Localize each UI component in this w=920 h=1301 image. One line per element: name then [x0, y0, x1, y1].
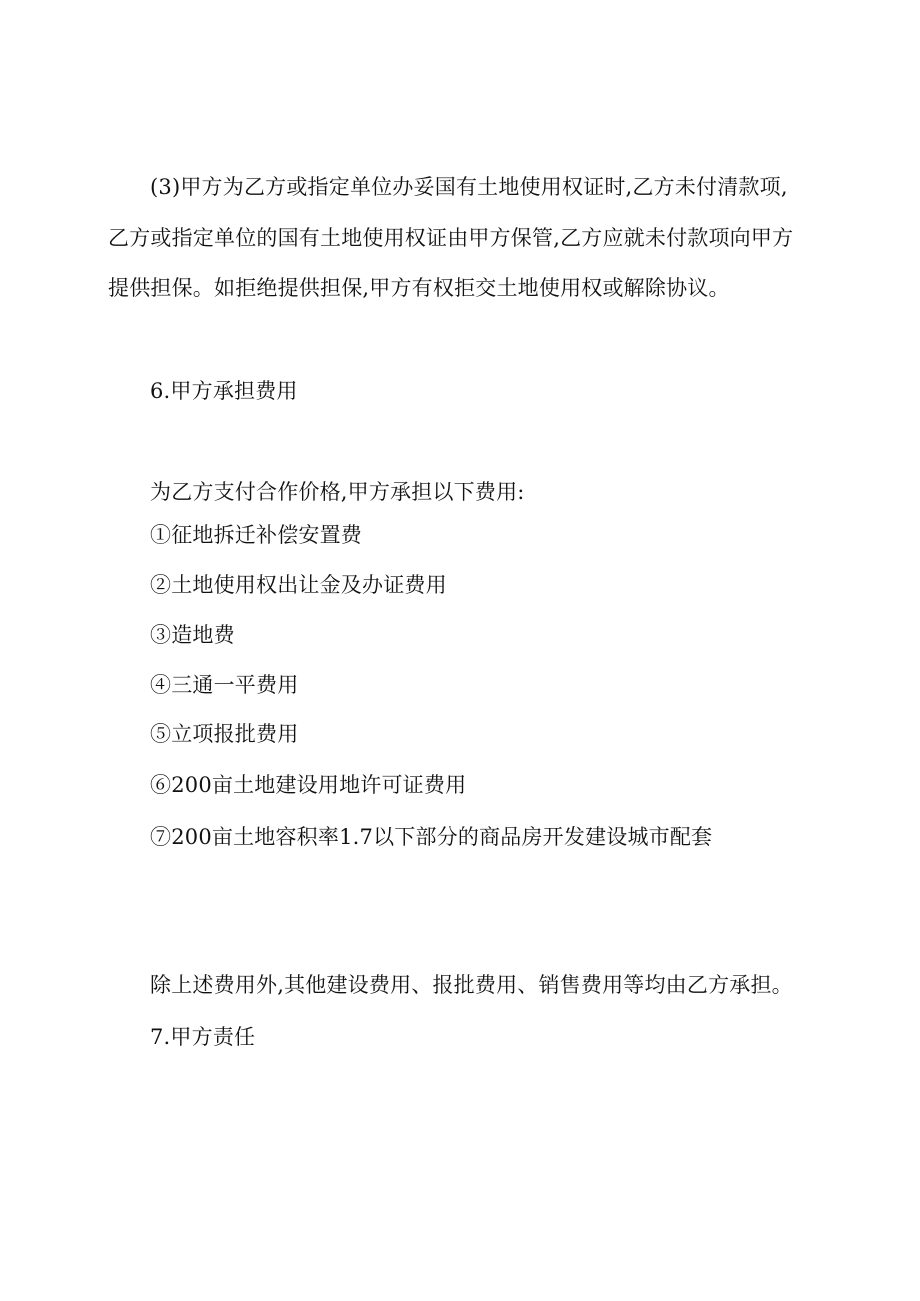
paragraph-3-line-2: 乙方或指定单位的国有土地使用权证由甲方保管,乙方应就未付款项向甲方: [108, 226, 794, 250]
expense-item: ①征地拆迁补偿安置费: [150, 523, 362, 547]
expense-item: ②土地使用权出让金及办证费用: [150, 573, 447, 597]
expense-item: ⑦200亩土地容积率1.7以下部分的商品房开发建设城市配套: [150, 825, 713, 849]
expense-item: ④三通一平费用: [150, 673, 299, 697]
expense-item: ⑥200亩土地建设用地许可证费用: [150, 773, 467, 797]
expense-item: ③造地费: [150, 623, 235, 647]
paragraph-3-line-3: 提供担保。如拒绝提供担保,甲方有权拒交土地使用权或解除协议。: [108, 276, 730, 300]
section-6-closing: 除上述费用外,其他建设费用、报批费用、销售费用等均由乙方承担。: [150, 973, 793, 997]
expense-item: ⑤立项报批费用: [150, 722, 299, 746]
section-6-heading: 6.甲方承担费用: [150, 379, 298, 403]
section-6-intro: 为乙方支付合作价格,甲方承担以下费用:: [150, 480, 525, 504]
paragraph-3-line-1: (3)甲方为乙方或指定单位办妥国有土地使用权证时,乙方未付清款项,: [150, 175, 788, 199]
section-7-heading: 7.甲方责任: [150, 1025, 256, 1049]
